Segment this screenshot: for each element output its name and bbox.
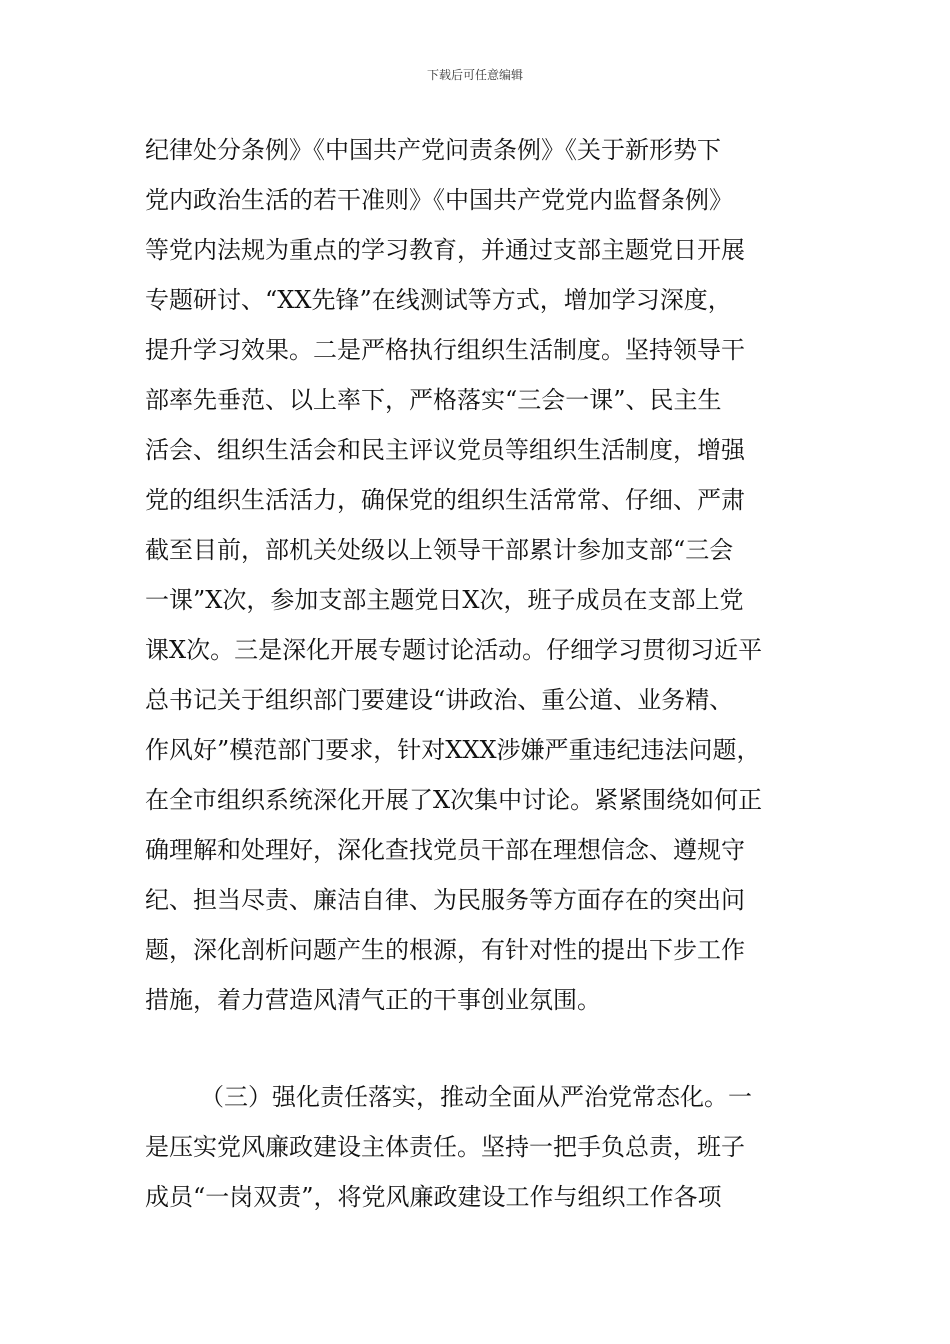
text-line: 一课”X次，参加支部主题党日X次，班子成员在支部上党 <box>145 586 744 614</box>
text-line: 等党内法规为重点的学习教育，并通过支部主题党日开展 <box>145 236 745 264</box>
text-line: 措施，着力营造风清气正的干事创业氛围。 <box>145 986 601 1014</box>
text-line: 提升学习效果。二是严格执行组织生活制度。坚持领导干 <box>145 336 745 364</box>
page-header: 下载后可任意编辑 <box>426 68 523 82</box>
text-line: 截至目前，部机关处级以上领导干部累计参加支部“三会 <box>145 536 734 564</box>
text-line: 纪律处分条例》《中国共产党问责条例》《关于新形势下 <box>145 136 721 164</box>
text-line: 活会、组织生活会和民主评议党员等组织生活制度，增强 <box>145 436 745 464</box>
text-line: 专题研讨、“XX先锋”在线测试等方式，增加学习深度， <box>145 286 732 314</box>
text-line: 总书记关于组织部门要建设“讲政治、重公道、业务精、 <box>145 686 734 714</box>
text-line: 题，深化剖析问题产生的根源，有针对性的提出下步工作 <box>145 936 745 964</box>
text-line: 纪、担当尽责、廉洁自律、为民服务等方面存在的突出问 <box>145 886 745 914</box>
text-line: 作风好”模范部门要求，针对XXX涉嫌严重违纪违法问题， <box>145 736 761 764</box>
text-line: 成员“一岗双责”，将党风廉政建设工作与组织工作各项 <box>145 1183 722 1211</box>
text-line: 课X次。三是深化开展专题讨论活动。仔细学习贯彻习近平 <box>145 636 763 664</box>
section-heading-line: （三）强化责任落实，推动全面从严治党常态化。一 <box>200 1083 752 1111</box>
text-line: 党的组织生活活力，确保党的组织生活常常、仔细、严肃 <box>145 486 745 514</box>
text-line: 在全市组织系统深化开展了X次集中讨论。紧紧围绕如何正 <box>145 786 763 814</box>
text-line: 党内政治生活的若干准则》《中国共产党党内监督条例》 <box>145 186 733 214</box>
text-line: 部率先垂范、以上率下，严格落实“三会一课”、民主生 <box>145 386 722 414</box>
text-line: 确理解和处理好，深化查找党员干部在理想信念、遵规守 <box>145 836 745 864</box>
text-line: 是压实党风廉政建设主体责任。坚持一把手负总责，班子 <box>145 1133 745 1161</box>
